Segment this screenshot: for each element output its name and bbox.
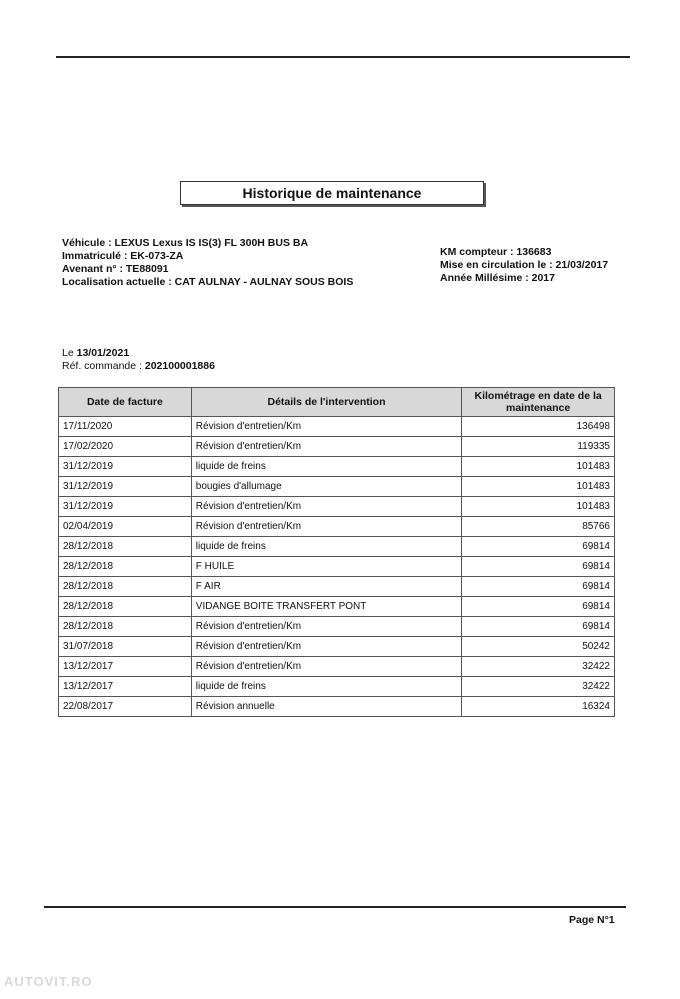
order-info bbox=[62, 347, 215, 373]
vehicle-model: Véhicule : LEXUS Lexus IS IS(3) FL 300H BUS BA bbox=[62, 237, 309, 249]
order-ref-prefix: Réf. commande : bbox=[62, 360, 145, 372]
table-row bbox=[59, 477, 615, 497]
header-invoice-date: Date de facture bbox=[59, 388, 192, 417]
cell-mileage: 69814 bbox=[462, 617, 615, 637]
cell-invoice-date: 13/12/2017 bbox=[59, 677, 192, 697]
cell-intervention: Révision d'entretien/Km bbox=[191, 637, 461, 657]
cell-intervention: F HUILE bbox=[191, 557, 461, 577]
header-intervention-details: Détails de l'intervention bbox=[191, 388, 461, 417]
cell-intervention: F AIR bbox=[191, 577, 461, 597]
cell-mileage: 85766 bbox=[462, 517, 615, 537]
cell-intervention: bougies d'allumage bbox=[191, 477, 461, 497]
cell-invoice-date: 28/12/2018 bbox=[59, 597, 192, 617]
cell-intervention: Révision d'entretien/Km bbox=[191, 657, 461, 677]
page-number: Page N°1 bbox=[569, 914, 615, 926]
top-divider bbox=[56, 56, 630, 58]
cell-intervention: liquide de freins bbox=[191, 457, 461, 477]
cell-mileage: 32422 bbox=[462, 677, 615, 697]
table-row bbox=[59, 677, 615, 697]
table-row bbox=[59, 697, 615, 717]
cell-mileage: 136498 bbox=[462, 417, 615, 437]
order-ref: 202100001886 bbox=[144, 360, 215, 372]
cell-mileage: 50242 bbox=[462, 637, 615, 657]
cell-mileage: 69814 bbox=[462, 557, 615, 577]
table-row bbox=[59, 537, 615, 557]
cell-mileage: 119335 bbox=[462, 437, 615, 457]
cell-invoice-date: 31/07/2018 bbox=[59, 637, 192, 657]
cell-invoice-date: 31/12/2019 bbox=[59, 457, 192, 477]
vehicle-info-left bbox=[62, 237, 353, 289]
cell-mileage: 101483 bbox=[462, 497, 615, 517]
table-row bbox=[59, 597, 615, 617]
cell-invoice-date: 31/12/2019 bbox=[59, 477, 192, 497]
order-date: 13/01/2021 bbox=[76, 347, 130, 359]
table-row bbox=[59, 577, 615, 597]
cell-invoice-date: 28/12/2018 bbox=[59, 577, 192, 597]
table-row bbox=[59, 517, 615, 537]
cell-invoice-date: 28/12/2018 bbox=[59, 537, 192, 557]
cell-intervention: Révision d'entretien/Km bbox=[191, 417, 461, 437]
first-registration-date: Mise en circulation le : 21/03/2017 bbox=[440, 259, 609, 271]
order-ref-line bbox=[62, 360, 215, 373]
cell-invoice-date: 31/12/2019 bbox=[59, 497, 192, 517]
cell-intervention: Révision d'entretien/Km bbox=[191, 517, 461, 537]
cell-mileage: 32422 bbox=[462, 657, 615, 677]
table-row bbox=[59, 637, 615, 657]
model-year: Année Millésime : 2017 bbox=[440, 272, 555, 284]
cell-invoice-date: 22/08/2017 bbox=[59, 697, 192, 717]
cell-intervention: liquide de freins bbox=[191, 677, 461, 697]
bottom-divider bbox=[44, 906, 626, 908]
cell-mileage: 69814 bbox=[462, 597, 615, 617]
cell-invoice-date: 28/12/2018 bbox=[59, 557, 192, 577]
order-date-line bbox=[62, 347, 215, 360]
table-row bbox=[59, 657, 615, 677]
cell-invoice-date: 13/12/2017 bbox=[59, 657, 192, 677]
table-body bbox=[59, 417, 615, 717]
cell-intervention: Révision d'entretien/Km bbox=[191, 497, 461, 517]
table-row bbox=[59, 497, 615, 517]
page-title: Historique de maintenance bbox=[180, 181, 484, 205]
cell-invoice-date: 02/04/2019 bbox=[59, 517, 192, 537]
maintenance-table bbox=[58, 387, 615, 717]
cell-intervention: liquide de freins bbox=[191, 537, 461, 557]
cell-invoice-date: 17/02/2020 bbox=[59, 437, 192, 457]
cell-mileage: 16324 bbox=[462, 697, 615, 717]
cell-mileage: 69814 bbox=[462, 577, 615, 597]
cell-intervention: Révision d'entretien/Km bbox=[191, 437, 461, 457]
vehicle-info-right bbox=[440, 246, 608, 285]
cell-intervention: Révision d'entretien/Km bbox=[191, 617, 461, 637]
order-date-prefix: Le bbox=[62, 347, 77, 359]
table-row bbox=[59, 617, 615, 637]
cell-invoice-date: 17/11/2020 bbox=[59, 417, 192, 437]
cell-intervention: VIDANGE BOITE TRANSFERT PONT bbox=[191, 597, 461, 617]
table-row bbox=[59, 437, 615, 457]
table-header-row bbox=[59, 388, 615, 417]
vehicle-location: Localisation actuelle : CAT AULNAY - AULNAY SOUS BOIS bbox=[62, 276, 354, 288]
header-mileage: Kilométrage en date de la maintenance bbox=[462, 388, 615, 417]
cell-mileage: 101483 bbox=[462, 477, 615, 497]
vehicle-amendment: Avenant n° : TE88091 bbox=[62, 263, 169, 275]
table-row bbox=[59, 557, 615, 577]
cell-mileage: 101483 bbox=[462, 457, 615, 477]
vehicle-registration: Immatriculé : EK-073-ZA bbox=[62, 250, 184, 262]
watermark: AUTOVIT.RO bbox=[4, 974, 93, 989]
cell-invoice-date: 28/12/2018 bbox=[59, 617, 192, 637]
table-row bbox=[59, 417, 615, 437]
cell-mileage: 69814 bbox=[462, 537, 615, 557]
odometer: KM compteur : 136683 bbox=[440, 246, 552, 258]
table-row bbox=[59, 457, 615, 477]
cell-intervention: Révision annuelle bbox=[191, 697, 461, 717]
